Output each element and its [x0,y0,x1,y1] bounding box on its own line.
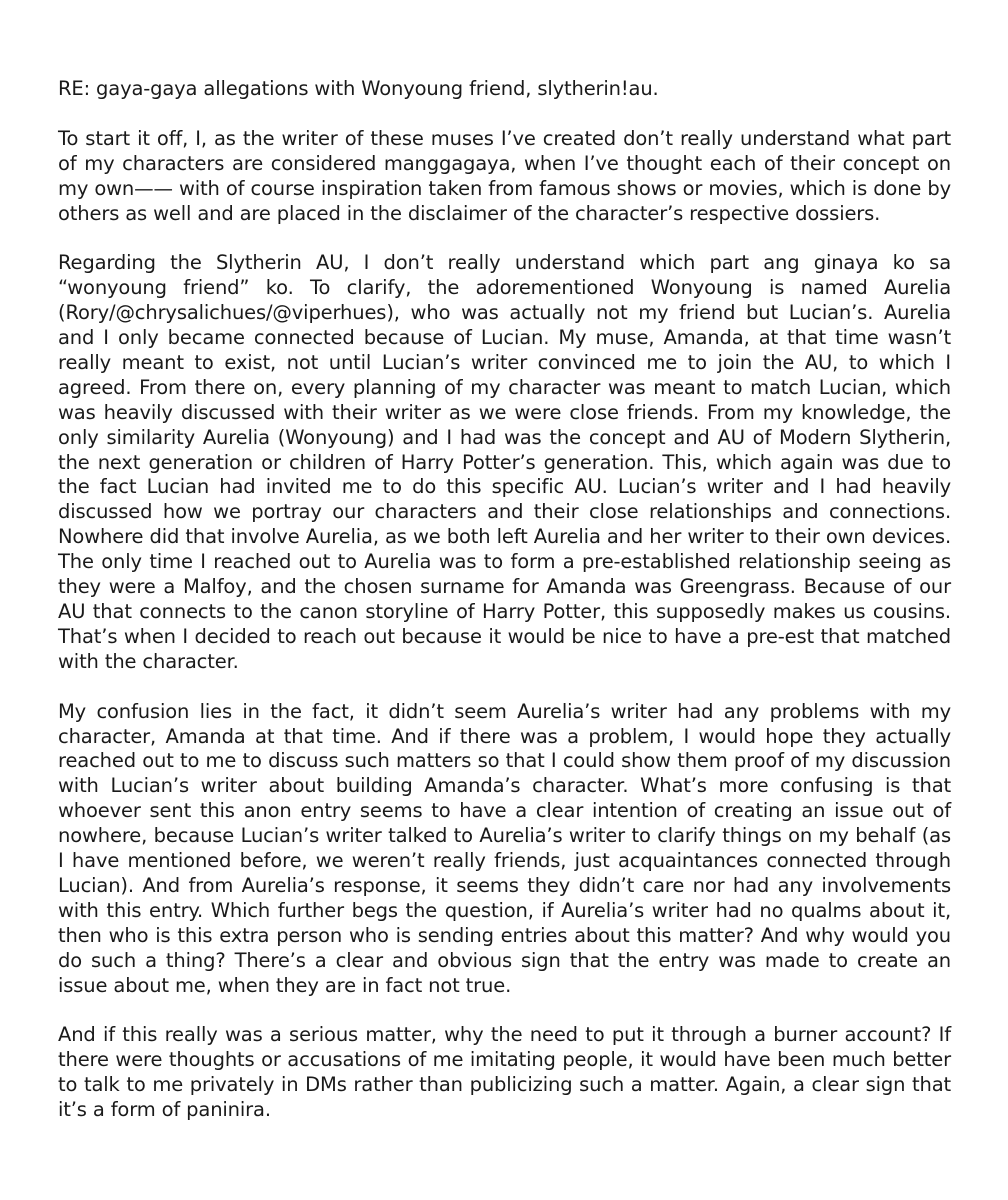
statement-heading: RE: gaya-gaya allegations with Wonyoung friend, slytherin!au. [58,77,659,100]
paragraph-burner-account: And if this really was a serious matter, why the need to put it through a burner account? If there were thoughts or accusations of me imitating people, it would have been much better to talk to me privately in DMs rather than publicizing such a matter. Again, a clear sign that it’s a form of paninira. [58,1023,951,1122]
paragraph-slytherin-au: Regarding the Slytherin AU, I don’t really understand which part ang ginaya ko sa “wonyoung friend” ko. To clarify, the adorementioned Wonyoung is named Aurelia (Rory/@chrysalichues/@viperhues), who was actually not my friend but Lucian’s. Aurelia and I only became connected because of Lucian. My muse, Amanda, at that time wasn’t really meant to exist, not until Lucian’s writer convinced me to join the AU, to which I agreed. From there on, every planning of my character was meant to match Lucian, which was heavily discussed with their writer as we were close friends. From my knowledge, the only similarity Aurelia (Wonyoung) and I had was the concept and AU of Modern Slytherin, the next generation or children of Harry Potter’s generation. This, which again was due to the fact Lucian had invited me to do this specific AU. Lucian’s writer and I had heavily discussed how we portray our characters and their close relationships and connections. Nowhere did that involve Aurelia, as we both left Aurelia and her writer to their own devices. The only time I reached out to Aurelia was to form a pre-established relationship seeing as they were a Malfoy, and the chosen surname for Amanda was Greengrass. Because of our AU that connects to the canon storyline of Harry Potter, this supposedly makes us cousins. That’s when I decided to reach out because it would be nice to have a pre-est that matched with the character. [58,251,951,673]
statement-document [58,77,951,1148]
paragraph-intro: To start it off, I, as the writer of these muses I’ve created don’t really understand what part of my characters are considered manggagaya, when I’ve thought each of their concept on my own—— with of course inspiration taken from famous shows or movies, which is done by others as well and are placed in the disclaimer of the character’s respective dossiers. [58,126,951,225]
paragraph-confusion: My confusion lies in the fact, it didn’t seem Aurelia’s writer had any problems with my character, Amanda at that time. And if there was a problem, I would hope they actually reached out to me to discuss such matters so that I could show them proof of my discussion with Lucian’s writer about building Amanda’s character. What’s more confusing is that whoever sent this anon entry seems to have a clear intention of creating an issue out of nowhere, because Lucian’s writer talked to Aurelia’s writer to clarify things on my behalf (as I have mentioned before, we weren’t really friends, just acquaintances connected through Lucian). And from Aurelia’s response, it seems they didn’t care nor had any involvements with this entry. Which further begs the question, if Aurelia’s writer had no qualms about it, then who is this extra person who is sending entries about this matter? And why would you do such a thing? There’s a clear and obvious sign that the entry was made to create an issue about me, when they are in fact not true. [58,699,951,997]
